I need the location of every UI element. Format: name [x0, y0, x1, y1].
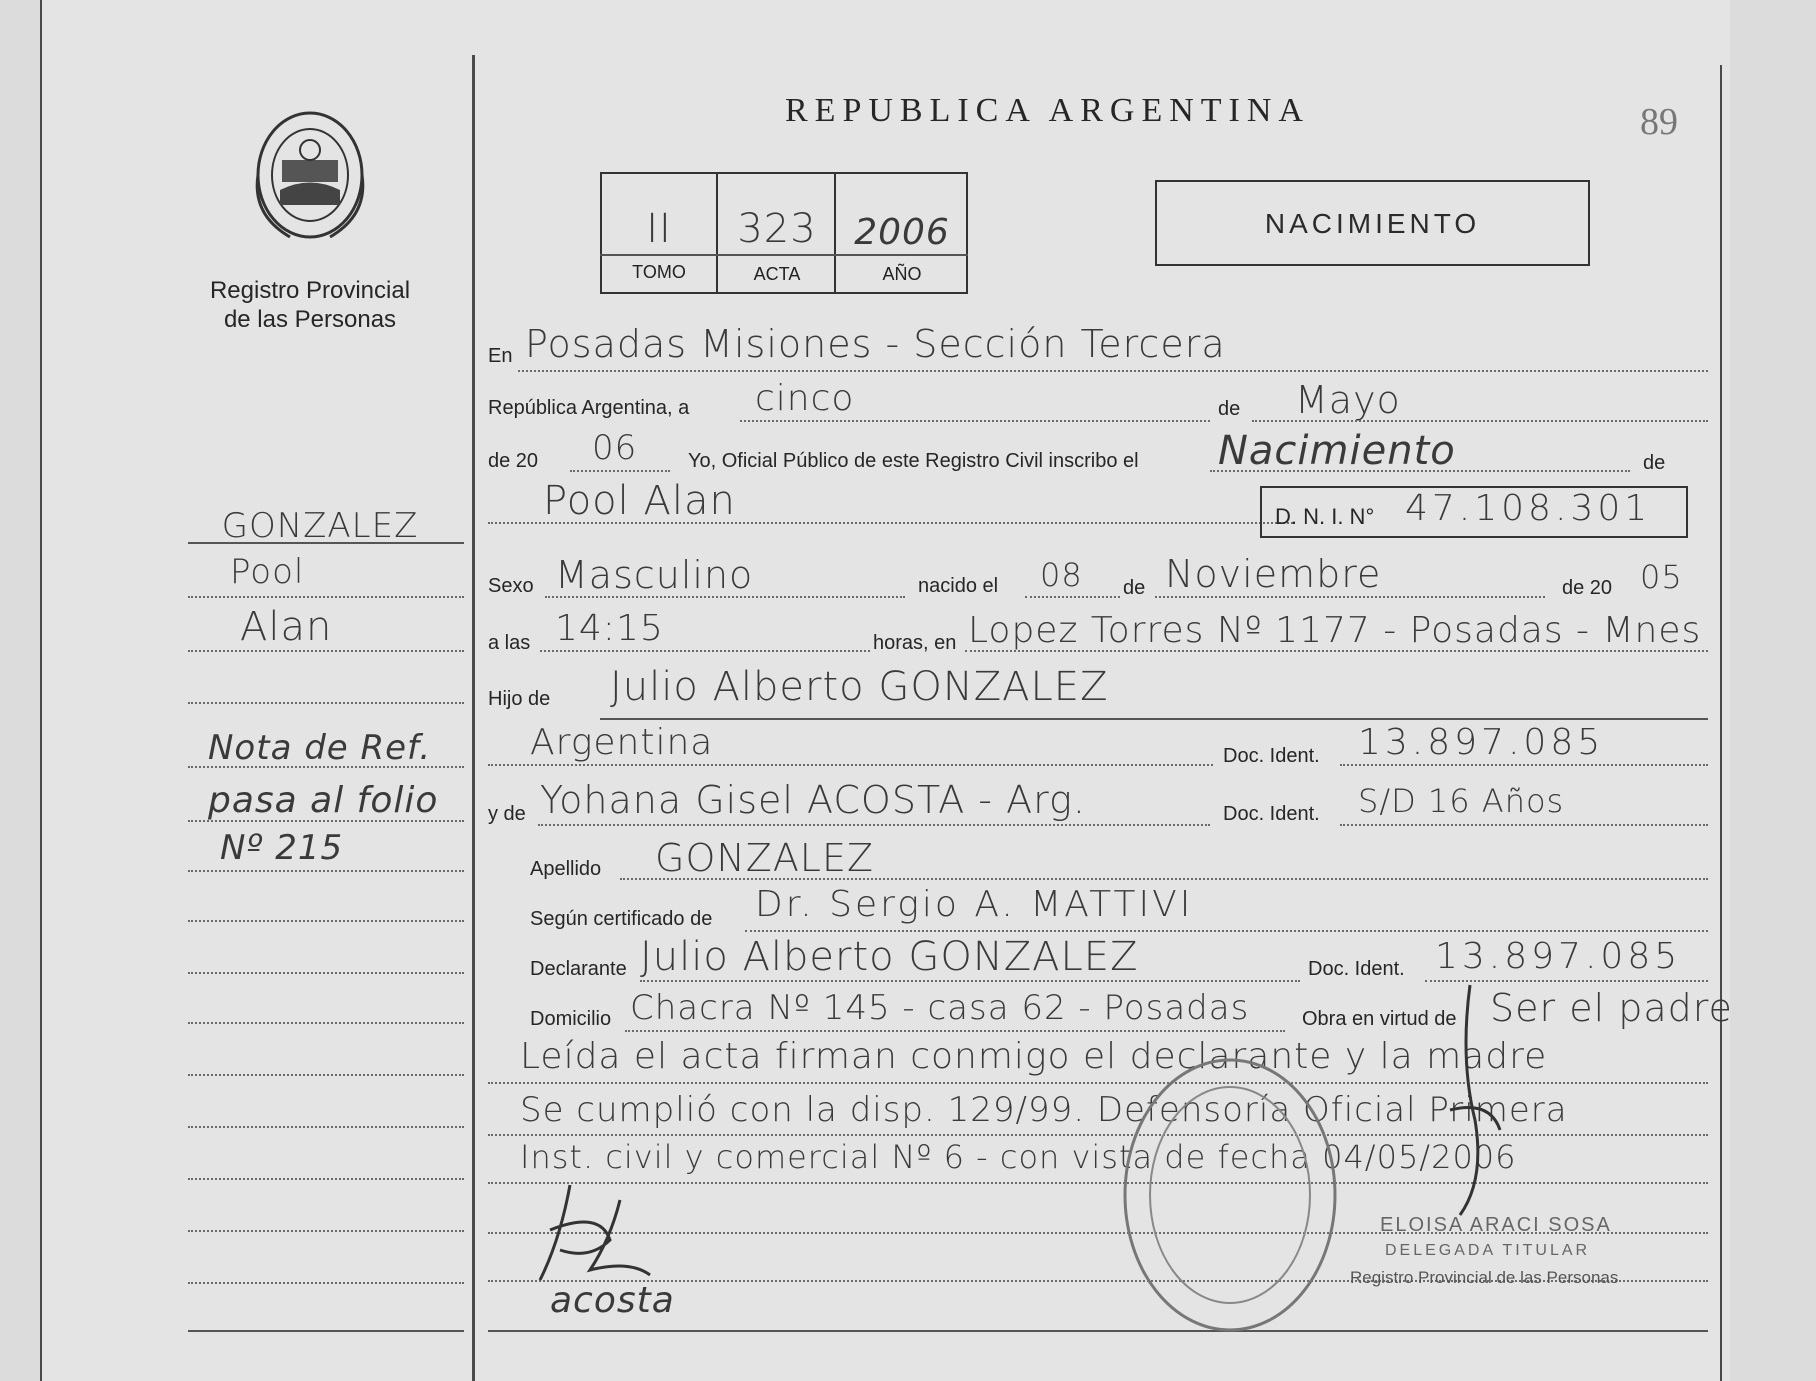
- nacionalidad-padre-line: [488, 764, 1213, 766]
- de-20b-label: de 20: [1562, 577, 1613, 599]
- yo-label: Yo, Oficial Público de este Registro Civil inscribo el: [688, 450, 1139, 472]
- doc-ident2-label: Doc. Ident.: [1223, 803, 1320, 825]
- margin-rule-9: [188, 1022, 464, 1024]
- acta-value: 323: [737, 206, 817, 252]
- margin-bottom-rule: [188, 1330, 464, 1332]
- anio-sufijo-line: [570, 470, 670, 472]
- declarante-value: Julio Alberto GONZALEZ: [640, 934, 1139, 980]
- padre-value: Julio Alberto GONZALEZ: [610, 664, 1109, 710]
- a-las-label: a las: [488, 632, 531, 654]
- margin-apellido-rule: [188, 542, 464, 544]
- dni-value: 47.108.301: [1405, 488, 1652, 529]
- nombre-value: Pool Alan: [543, 478, 736, 524]
- margin-rule-1: [188, 596, 464, 598]
- lugar-line: [518, 370, 1708, 372]
- observacion-line-2: Se cumplió con la disp. 129/99. Defensoría Oficial Primera: [520, 1090, 1568, 1130]
- margin-nota-3: Nº 215: [220, 828, 344, 868]
- anio-sufijo-value: 06: [592, 428, 638, 468]
- domicilio-line: [625, 1030, 1285, 1032]
- margin-rule-2: [188, 650, 464, 652]
- margin-column-line: [472, 55, 475, 1381]
- nombre-line: [488, 522, 1293, 524]
- mes-nac-value: Noviembre: [1165, 552, 1382, 596]
- de3-label: de: [1123, 577, 1146, 599]
- left-border-line: [40, 0, 42, 1381]
- observacion-line-3: Inst. civil y comercial Nº 6 - con vista de fecha 04/05/2006: [520, 1138, 1517, 1176]
- apellido-label: Apellido: [530, 858, 602, 880]
- certificado-line: [745, 930, 1708, 932]
- observacion-line-1: Leída el acta firman conmigo el declarante y la madre: [520, 1036, 1548, 1077]
- nacido-el-label: nacido el: [918, 575, 999, 597]
- margin-rule-4: [188, 766, 464, 768]
- obra-label: Obra en virtud de: [1302, 1008, 1457, 1030]
- declarante-line: [640, 980, 1300, 982]
- dni-label: D. N. I. N°: [1275, 504, 1375, 529]
- dia-value: cinco: [755, 378, 855, 419]
- en-label: En: [488, 345, 513, 367]
- sexo-value: Masculino: [555, 553, 754, 597]
- right-border-line: [1720, 65, 1722, 1381]
- tomo-value: II: [646, 206, 672, 252]
- margin-nota-1: Nota de Ref.: [208, 728, 432, 768]
- stamp-role: DELEGADA TITULAR: [1385, 1242, 1591, 1259]
- de-20-label: de 20: [488, 450, 539, 472]
- margin-rule-3: [188, 702, 464, 704]
- hora-value: 14:15: [555, 608, 664, 649]
- country-title: REPUBLICA ARGENTINA: [785, 92, 1310, 129]
- declarante-signature: [530, 1180, 690, 1295]
- doc-madre-value: S/D 16 Años: [1358, 782, 1565, 820]
- official-round-stamp-icon: [1110, 1050, 1350, 1340]
- margin-apellido: GONZALEZ: [221, 506, 419, 546]
- republica-label: República Argentina, a: [488, 397, 690, 419]
- margin-rule-13: [188, 1230, 464, 1232]
- observacion-rule-2: [488, 1134, 1708, 1136]
- dia-nac-line: [1025, 596, 1120, 598]
- doc-padre-value: 13.897.085: [1358, 722, 1605, 763]
- margin-nombre-2: Alan: [240, 604, 333, 650]
- hora-line: [540, 650, 870, 652]
- birth-certificate-page: [40, 0, 1733, 1381]
- registry-name-line2: de las Personas: [223, 306, 397, 333]
- madre-line: [538, 824, 1210, 826]
- acto-value: Nacimiento: [1218, 428, 1456, 474]
- dia-nac-value: 08: [1040, 556, 1083, 594]
- lugar-nac-value: Lopez Torres Nº 1177 - Posadas - Mnes: [968, 610, 1702, 651]
- margin-rule-7: [188, 920, 464, 922]
- mes-value: Mayo: [1295, 378, 1401, 422]
- de-label: de: [1218, 398, 1241, 420]
- declarante-label: Declarante: [530, 958, 627, 980]
- bottom-rule: [488, 1330, 1708, 1332]
- margin-rule-6: [188, 870, 464, 872]
- provincial-seal-icon: [250, 105, 370, 250]
- acto-line: [1210, 470, 1630, 472]
- page-number: 89: [1640, 101, 1678, 143]
- stamp-name: ELOISA ARACI SOSA: [1380, 1214, 1612, 1236]
- obra-value: Ser el padre: [1490, 986, 1733, 1030]
- madre-signature: acosta: [550, 1280, 675, 1321]
- registry-name-line1: Registro Provincial: [209, 277, 411, 304]
- margin-nombre-1: Pool: [230, 552, 305, 592]
- doc-ident-label: Doc. Ident.: [1223, 745, 1320, 767]
- margin-rule-8: [188, 972, 464, 974]
- observacion-rule-1: [488, 1082, 1708, 1084]
- lugar-value: Posadas Misiones - Sección Tercera: [525, 322, 1226, 366]
- document-type-box: [1155, 180, 1590, 266]
- horas-en-label: horas, en: [873, 632, 957, 654]
- domicilio-value: Chacra Nº 145 - casa 62 - Posadas: [630, 988, 1250, 1028]
- doc-madre-line: [1340, 824, 1708, 826]
- mes-line: [1252, 420, 1708, 422]
- y-de-label: y de: [488, 803, 526, 825]
- anio-nac-value: 05: [1640, 558, 1683, 596]
- segun-label: Según certificado de: [530, 908, 713, 930]
- record-caption-rule: [600, 254, 968, 256]
- acta-label: ACTA: [753, 264, 801, 284]
- sexo-line: [545, 596, 905, 598]
- dia-line: [740, 420, 1210, 422]
- madre-value: Yohana Gisel ACOSTA - Arg.: [540, 778, 1086, 822]
- mes-nac-line: [1155, 596, 1545, 598]
- official-signature: [1430, 980, 1510, 1220]
- certificado-value: Dr. Sergio A. MATTIVI: [755, 884, 1194, 925]
- margin-rule-5: [188, 820, 464, 822]
- doc-padre-line: [1340, 764, 1708, 766]
- margin-rule-10: [188, 1074, 464, 1076]
- padre-line: [600, 718, 1708, 720]
- nacionalidad-padre-value: Argentina: [530, 722, 714, 763]
- sexo-label: Sexo: [488, 575, 534, 597]
- apellido-line: [620, 878, 1708, 880]
- margin-nota-2: pasa al folio: [208, 780, 439, 821]
- anio-label: AÑO: [882, 264, 922, 284]
- lugar-nac-line: [965, 650, 1708, 652]
- stamp-org: Registro Provincial de las Personas: [1350, 1268, 1619, 1287]
- margin-rule-14: [188, 1282, 464, 1284]
- document-type-label: NACIMIENTO: [1264, 208, 1481, 239]
- margin-rule-11: [188, 1126, 464, 1128]
- domicilio-label: Domicilio: [530, 1008, 612, 1030]
- de2-label: de: [1643, 452, 1666, 474]
- hijo-de-label: Hijo de: [488, 688, 551, 710]
- anio-value: 2006: [854, 212, 950, 253]
- apellido-value: GONZALEZ: [655, 836, 875, 880]
- margin-rule-12: [188, 1178, 464, 1180]
- doc-declarante-value: 13.897.085: [1435, 936, 1682, 977]
- doc-ident3-label: Doc. Ident.: [1308, 958, 1405, 980]
- tomo-label: TOMO: [632, 262, 686, 282]
